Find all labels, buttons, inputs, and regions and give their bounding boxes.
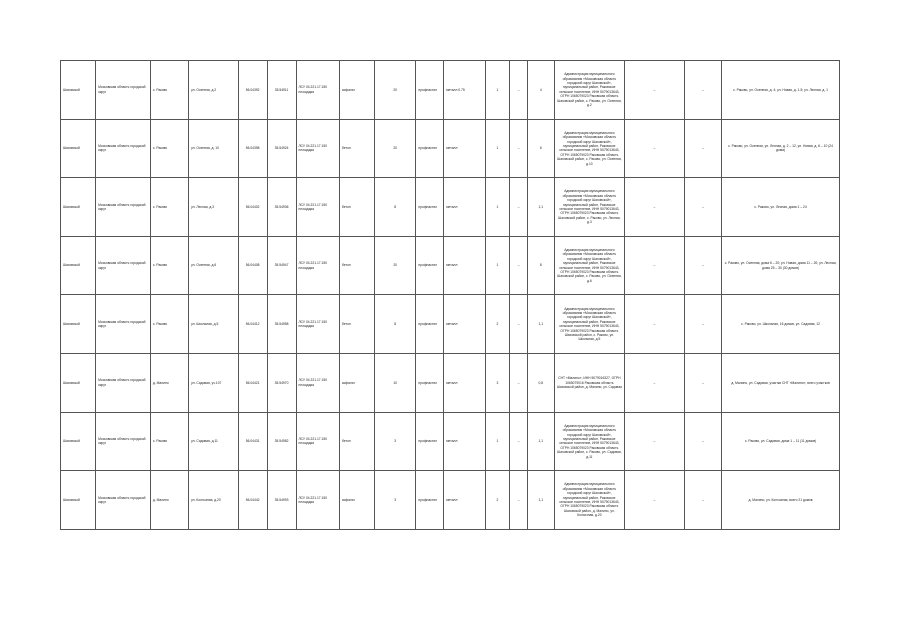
table-cell-col-10: профнастил bbox=[416, 412, 444, 471]
table-cell-col-2: Московская область городской округ bbox=[96, 295, 151, 354]
table-cell-col-15: Администрация муниципального образования «Московская область городской округ Шаховской», муниципальный район, Раковское сельское поселение, ИНН 5079013643, ОГРН 1065079023 Раковская область Шаховской район, д. Малино, ул. Колхозная, д.20 bbox=[554, 471, 624, 530]
table-cell-col-2: Московская область городской округ bbox=[96, 61, 151, 120]
table-cell-col-16: – bbox=[625, 61, 685, 120]
table-cell-col-16: – bbox=[625, 295, 685, 354]
table-cell-col-6: 35.54911 bbox=[267, 61, 296, 120]
table-cell-col-10: профнастил bbox=[416, 353, 444, 412]
table-cell-col-2: Московская область городской округ bbox=[96, 236, 151, 295]
table-cell-col-16: – bbox=[625, 178, 685, 237]
table-cell-col-17: – bbox=[684, 236, 721, 295]
table-cell-col-1: Шаховской bbox=[61, 353, 96, 412]
table-cell-col-2: Московская область городской округ bbox=[96, 178, 151, 237]
table-cell-col-3: д. Малино bbox=[150, 353, 188, 412]
table-cell-col-16: – bbox=[625, 236, 685, 295]
table-cell-col-1: Шаховской bbox=[61, 178, 96, 237]
table-cell-col-6: 35.54924 bbox=[267, 119, 296, 178]
table-cell-col-4: ул. Колхозная, д.20 bbox=[189, 471, 239, 530]
table-cell-col-13: – bbox=[510, 119, 528, 178]
table-cell-col-4: ул. Осенняя, д.2 bbox=[189, 61, 239, 120]
table-cell-col-7: ЛСУ 04.221.17.150 площадка bbox=[296, 471, 339, 530]
table-cell-col-4: ул. Лесная, д.3 bbox=[189, 178, 239, 237]
table-cell-col-3: с. Раково bbox=[150, 236, 188, 295]
table-cell-col-2: Московская область городской округ bbox=[96, 119, 151, 178]
table-cell-col-7: ЛСУ 04.221.17.150 площадка bbox=[296, 178, 339, 237]
table-cell-col-10: профнастил bbox=[416, 295, 444, 354]
table-cell-col-5: 56.04408 bbox=[238, 236, 267, 295]
table-cell-col-14: 1,1 bbox=[527, 471, 554, 530]
table-cell-col-9: 20 bbox=[375, 119, 416, 178]
table-cell-col-6: 35.54958 bbox=[267, 295, 296, 354]
table-cell-col-5: 56.04442 bbox=[238, 471, 267, 530]
table-cell-col-9: 10 bbox=[375, 353, 416, 412]
table-cell-col-11: металл 0.75 bbox=[444, 61, 485, 120]
table-cell-col-8: бетон bbox=[339, 119, 374, 178]
table-cell-col-10: профнастил bbox=[416, 471, 444, 530]
table-cell-col-14: 0,8 bbox=[527, 353, 554, 412]
table-cell-col-5: 56.04421 bbox=[238, 353, 267, 412]
table-cell-col-3: с. Раково bbox=[150, 412, 188, 471]
table-cell-col-5: 56.04398 bbox=[238, 119, 267, 178]
table-cell-col-9: 8 bbox=[375, 178, 416, 237]
table-row bbox=[61, 61, 840, 120]
table-cell-col-13: – bbox=[510, 471, 528, 530]
table-row bbox=[61, 119, 840, 178]
table-cell-col-2: Московская область городской округ bbox=[96, 353, 151, 412]
table-cell-col-15: Администрация муниципального образования «Московская область городской округ Шаховской», муниципальный район, Раковское сельское поселение, ИНН 5079013643, ОГРН 1065079023 Раковская область Шаховской район, с. Раково, ул. Осенняя, д.2 bbox=[554, 61, 624, 120]
table-cell-col-16: – bbox=[625, 471, 685, 530]
table-cell-col-17: – bbox=[684, 412, 721, 471]
table-cell-col-6: 35.54982 bbox=[267, 412, 296, 471]
table-cell-col-8: бетон bbox=[339, 412, 374, 471]
table-cell-col-3: д. Малино bbox=[150, 471, 188, 530]
table-cell-col-10: профнастил bbox=[416, 178, 444, 237]
table-cell-col-5: 56.04402 bbox=[238, 178, 267, 237]
table-cell-col-1: Шаховской bbox=[61, 295, 96, 354]
table-cell-col-14: 8 bbox=[527, 236, 554, 295]
table-cell-col-16: – bbox=[625, 353, 685, 412]
table-cell-col-18: с. Раково, ул. Лесная, дома 1 – 24 bbox=[722, 178, 840, 237]
table-row bbox=[61, 471, 840, 530]
table-cell-col-2: Московская область городской округ bbox=[96, 412, 151, 471]
table-cell-col-17: – bbox=[684, 61, 721, 120]
table-cell-col-13: – bbox=[510, 412, 528, 471]
table-row bbox=[61, 236, 840, 295]
table-cell-col-18: с. Раково, ул. Осенняя, ул. Лесная, д. 2 – 12, ул. Новая, д. 6 – 10 (24 дома) bbox=[722, 119, 840, 178]
table-cell-col-1: Шаховской bbox=[61, 119, 96, 178]
table-cell-col-15: Администрация муниципального образования «Московская область городской округ Шаховской», муниципальный район, Раковское сельское поселение, ИНН 5079013643, ОГРН 1065079023 Раковская область Шаховской район, с. Раково, ул. Школьная, д.5 bbox=[554, 295, 624, 354]
table-cell-col-9: 3 bbox=[375, 471, 416, 530]
table-cell-col-12: 1 bbox=[485, 236, 510, 295]
table-cell-col-3: с. Раково bbox=[150, 178, 188, 237]
table-cell-col-15: Администрация муниципального образования «Московская область городской округ Шаховской», муниципальный район, Раковское сельское поселение, ИНН 5079013643, ОГРН 1065079023 Раковская область Шаховской район, с. Раково, ул. Лесная, д.3 bbox=[554, 178, 624, 237]
table-cell-col-7: ЛСУ 04.221.17.150 площадка bbox=[296, 236, 339, 295]
table-cell-col-11: металл bbox=[444, 295, 485, 354]
waste-site-registry-table bbox=[60, 60, 840, 530]
table-cell-col-15: СНТ «Малино», ИНН 5079016327, ОГРН 1065079016 Раковская область Шаховской район, д. Малино, ул. Садовая bbox=[554, 353, 624, 412]
table-cell-col-12: 3 bbox=[485, 353, 510, 412]
table-cell-col-11: металл bbox=[444, 471, 485, 530]
table-cell-col-12: 2 bbox=[485, 295, 510, 354]
table-cell-col-5: 56.04392 bbox=[238, 61, 267, 120]
table-cell-col-18: с. Раково, ул. Осенняя, д. 4; ул. Новая, д. 1-5; ул. Лесная, д. 1 bbox=[722, 61, 840, 120]
table-cell-col-1: Шаховской bbox=[61, 236, 96, 295]
table-cell-col-9: 3 bbox=[375, 412, 416, 471]
table-cell-col-6: 35.54947 bbox=[267, 236, 296, 295]
table-cell-col-11: металл bbox=[444, 236, 485, 295]
table-cell-col-11: металл bbox=[444, 119, 485, 178]
table-cell-col-18: с. Раково, ул. Садовая, дома 1 – 11 (11 домов) bbox=[722, 412, 840, 471]
table-cell-col-14: 6 bbox=[527, 119, 554, 178]
table-cell-col-15: Администрация муниципального образования «Московская область городской округ Шаховской», муниципальный район, Раковское сельское поселение, ИНН 5079013643, ОГРН 1065079023 Раковская область Шаховской район, с. Раково, ул. Осенняя, д.10 bbox=[554, 119, 624, 178]
table-cell-col-3: с. Раково bbox=[150, 295, 188, 354]
table-cell-col-17: – bbox=[684, 178, 721, 237]
table-cell-col-7: ЛСУ 04.221.17.150 площадка bbox=[296, 295, 339, 354]
table-cell-col-4: ул. Осенняя, д. 10 bbox=[189, 119, 239, 178]
table-cell-col-12: 2 bbox=[485, 471, 510, 530]
table-cell-col-3: с. Раково bbox=[150, 119, 188, 178]
table-cell-col-14: 1,1 bbox=[527, 412, 554, 471]
table-cell-col-15: Администрация муниципального образования «Московская область городской округ Шаховской», муниципальный район, Раковское сельское поселение, ИНН 5079013643, ОГРН 1065079023 Раковская область Шаховской район, с. Раково, ул. Садовая, д.11 bbox=[554, 412, 624, 471]
table-cell-col-9: 20 bbox=[375, 61, 416, 120]
table-cell-col-17: – bbox=[684, 353, 721, 412]
table-cell-col-13: – bbox=[510, 353, 528, 412]
table-cell-col-9: 8 bbox=[375, 295, 416, 354]
table-cell-col-5: 56.04412 bbox=[238, 295, 267, 354]
table-cell-col-5: 56.04431 bbox=[238, 412, 267, 471]
table-cell-col-1: Шаховской bbox=[61, 61, 96, 120]
table-cell-col-2: Московская область городской округ bbox=[96, 471, 151, 530]
table-cell-col-13: – bbox=[510, 178, 528, 237]
table-cell-col-4: ул. Садовая, д.11 bbox=[189, 412, 239, 471]
table-cell-col-6: 35.54970 bbox=[267, 353, 296, 412]
table-cell-col-8: бетон bbox=[339, 295, 374, 354]
table-cell-col-6: 35.54936 bbox=[267, 178, 296, 237]
table-cell-col-18: с. Раково, ул. Осенняя, дома 6 – 20; ул. Новая, дома 11 – 20; ул. Лесная, дома 25 – 30 (30 домов) bbox=[722, 236, 840, 295]
table-cell-col-12: 1 bbox=[485, 412, 510, 471]
table-cell-col-14: 1,1 bbox=[527, 295, 554, 354]
table-cell-col-14: 1,1 bbox=[527, 178, 554, 237]
table-cell-col-18: с. Раково, ул. Школьная, 16 домов, ул. Садовая, 12 bbox=[722, 295, 840, 354]
table-cell-col-13: – bbox=[510, 295, 528, 354]
table-cell-col-4: ул. Осенняя, д.6 bbox=[189, 236, 239, 295]
table-cell-col-18: д. Малино, ул. Колхозная, всего 21 домов bbox=[722, 471, 840, 530]
table-cell-col-7: ЛСУ 04.221.17.150 площадка bbox=[296, 119, 339, 178]
table-cell-col-13: – bbox=[510, 61, 528, 120]
table-cell-col-17: – bbox=[684, 119, 721, 178]
table-cell-col-1: Шаховской bbox=[61, 412, 96, 471]
table-cell-col-12: 1 bbox=[485, 178, 510, 237]
table-cell-col-16: – bbox=[625, 119, 685, 178]
table-cell-col-13: – bbox=[510, 236, 528, 295]
table-cell-col-8: бетон bbox=[339, 178, 374, 237]
table-cell-col-4: ул. Школьная, д.5 bbox=[189, 295, 239, 354]
table-body bbox=[61, 61, 840, 530]
table-cell-col-10: профнастил bbox=[416, 236, 444, 295]
table-cell-col-17: – bbox=[684, 295, 721, 354]
table-cell-col-10: профнастил bbox=[416, 61, 444, 120]
table-cell-col-12: 1 bbox=[485, 61, 510, 120]
table-cell-col-6: 35.54993 bbox=[267, 471, 296, 530]
table-cell-col-16: – bbox=[625, 412, 685, 471]
table-cell-col-11: металл bbox=[444, 412, 485, 471]
table-cell-col-18: д. Малино, ул. Садовая, участки СНТ «Малино», всего участков bbox=[722, 353, 840, 412]
table-row bbox=[61, 295, 840, 354]
table-cell-col-7: ЛСУ 04.221.17.150 площадка bbox=[296, 353, 339, 412]
table-row bbox=[61, 412, 840, 471]
table-cell-col-7: ЛСУ 04.221.17.150 площадка bbox=[296, 412, 339, 471]
table-cell-col-11: металл bbox=[444, 178, 485, 237]
table-cell-col-12: 1 bbox=[485, 119, 510, 178]
table-cell-col-14: 4 bbox=[527, 61, 554, 120]
table-cell-col-3: с. Раково bbox=[150, 61, 188, 120]
table-cell-col-15: Администрация муниципального образования «Московская область городской округ Шаховской», муниципальный район, Раковское сельское поселение, ИНН 5079013643, ОГРН 1065079023 Раковская область Шаховской район, с. Раково, ул. Осенняя, д.6 bbox=[554, 236, 624, 295]
table-cell-col-8: бетон bbox=[339, 236, 374, 295]
table-cell-col-10: профнастил bbox=[416, 119, 444, 178]
table-row bbox=[61, 178, 840, 237]
table-cell-col-8: асфальт bbox=[339, 353, 374, 412]
table-cell-col-17: – bbox=[684, 471, 721, 530]
table-cell-col-8: асфальт bbox=[339, 471, 374, 530]
table-cell-col-9: 20 bbox=[375, 236, 416, 295]
table-cell-col-7: ЛСУ 04.221.17.150 площадка bbox=[296, 61, 339, 120]
table-row bbox=[61, 353, 840, 412]
table-cell-col-11: металл bbox=[444, 353, 485, 412]
table-cell-col-8: асфальт bbox=[339, 61, 374, 120]
table-cell-col-1: Шаховской bbox=[61, 471, 96, 530]
table-cell-col-4: ул. Садовая, уч.107 bbox=[189, 353, 239, 412]
